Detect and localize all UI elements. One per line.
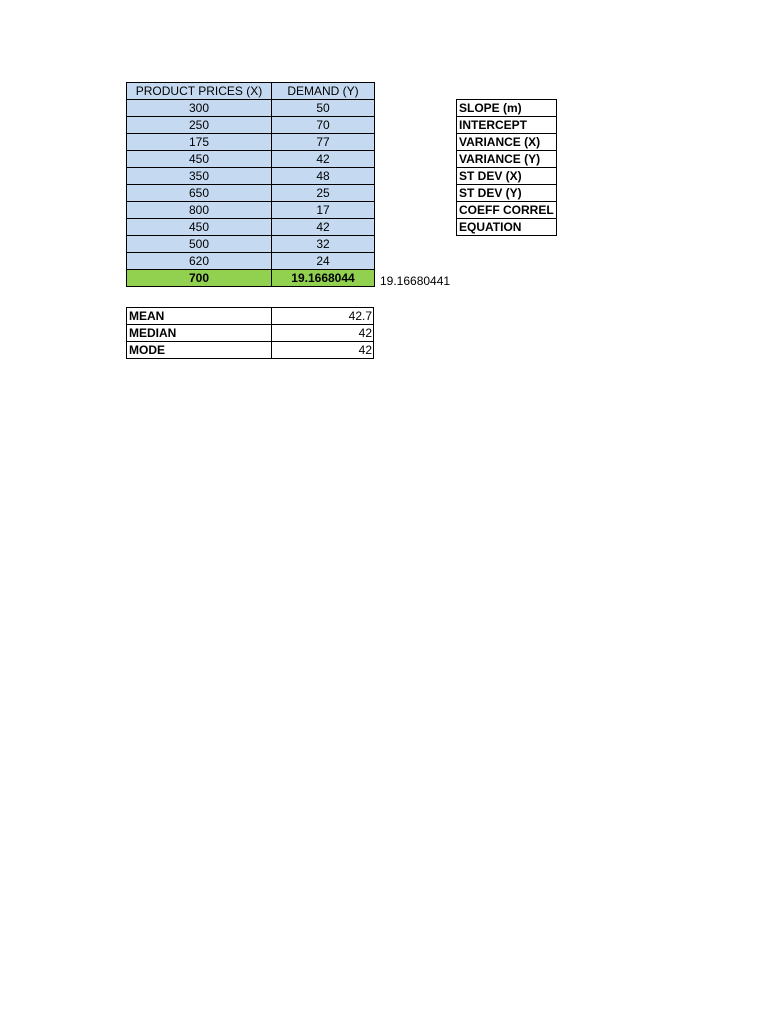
price-cell[interactable]: 500 xyxy=(127,236,272,253)
demand-cell[interactable]: 24 xyxy=(272,253,375,270)
demand-cell[interactable]: 70 xyxy=(272,117,375,134)
demand-cell[interactable]: 17 xyxy=(272,202,375,219)
statistics-labels-table xyxy=(456,99,557,236)
demand-cell[interactable]: 42 xyxy=(272,151,375,168)
prediction-demand-cell[interactable]: 19.1668044 xyxy=(272,270,375,287)
table-row xyxy=(127,253,375,270)
stat-row xyxy=(457,168,557,185)
stat-row xyxy=(457,185,557,202)
price-cell[interactable]: 300 xyxy=(127,100,272,117)
demand-cell[interactable]: 77 xyxy=(272,134,375,151)
summary-value-median[interactable]: 42 xyxy=(272,325,374,342)
summary-label-median[interactable]: MEDIAN xyxy=(127,325,272,342)
table-row xyxy=(127,151,375,168)
stat-label-intercept[interactable]: INTERCEPT xyxy=(457,117,557,134)
summary-label-mean[interactable]: MEAN xyxy=(127,308,272,325)
stat-row xyxy=(457,151,557,168)
stat-label-variance-y[interactable]: VARIANCE (Y) xyxy=(457,151,557,168)
header-row xyxy=(127,83,375,100)
price-cell[interactable]: 620 xyxy=(127,253,272,270)
price-cell[interactable]: 450 xyxy=(127,151,272,168)
table-row xyxy=(127,202,375,219)
demand-cell[interactable]: 50 xyxy=(272,100,375,117)
demand-cell[interactable]: 25 xyxy=(272,185,375,202)
stat-row xyxy=(457,134,557,151)
stat-label-correl[interactable]: COEFF CORREL xyxy=(457,202,557,219)
price-cell[interactable]: 175 xyxy=(127,134,272,151)
table-row xyxy=(127,117,375,134)
stat-label-stdev-y[interactable]: ST DEV (Y) xyxy=(457,185,557,202)
prediction-row xyxy=(127,270,375,287)
table-row xyxy=(127,100,375,117)
stat-label-slope[interactable]: SLOPE (m) xyxy=(457,100,557,117)
header-cell-price[interactable]: PRODUCT PRICES (X) xyxy=(127,83,272,100)
summary-label-mode[interactable]: MODE xyxy=(127,342,272,359)
stat-row xyxy=(457,117,557,134)
price-cell[interactable]: 250 xyxy=(127,117,272,134)
summary-value-mode[interactable]: 42 xyxy=(272,342,374,359)
demand-cell[interactable]: 48 xyxy=(272,168,375,185)
table-row xyxy=(127,134,375,151)
price-cell[interactable]: 650 xyxy=(127,185,272,202)
price-demand-table xyxy=(126,82,375,287)
table-row xyxy=(127,219,375,236)
stat-row xyxy=(457,100,557,117)
stat-row xyxy=(457,219,557,236)
header-cell-demand[interactable]: DEMAND (Y) xyxy=(272,83,375,100)
stat-label-stdev-x[interactable]: ST DEV (X) xyxy=(457,168,557,185)
table-row xyxy=(127,236,375,253)
price-cell[interactable]: 450 xyxy=(127,219,272,236)
summary-row xyxy=(127,308,374,325)
prediction-overflow-value[interactable]: 19.16680441 xyxy=(380,274,451,288)
stat-row xyxy=(457,202,557,219)
table-row xyxy=(127,185,375,202)
prediction-price-cell[interactable]: 700 xyxy=(127,270,272,287)
stat-label-variance-x[interactable]: VARIANCE (X) xyxy=(457,134,557,151)
summary-row xyxy=(127,342,374,359)
demand-cell[interactable]: 42 xyxy=(272,219,375,236)
price-cell[interactable]: 800 xyxy=(127,202,272,219)
summary-table xyxy=(126,307,374,359)
summary-value-mean[interactable]: 42.7 xyxy=(272,308,374,325)
price-cell[interactable]: 350 xyxy=(127,168,272,185)
demand-cell[interactable]: 32 xyxy=(272,236,375,253)
stat-label-equation[interactable]: EQUATION xyxy=(457,219,557,236)
summary-row xyxy=(127,325,374,342)
table-row xyxy=(127,168,375,185)
